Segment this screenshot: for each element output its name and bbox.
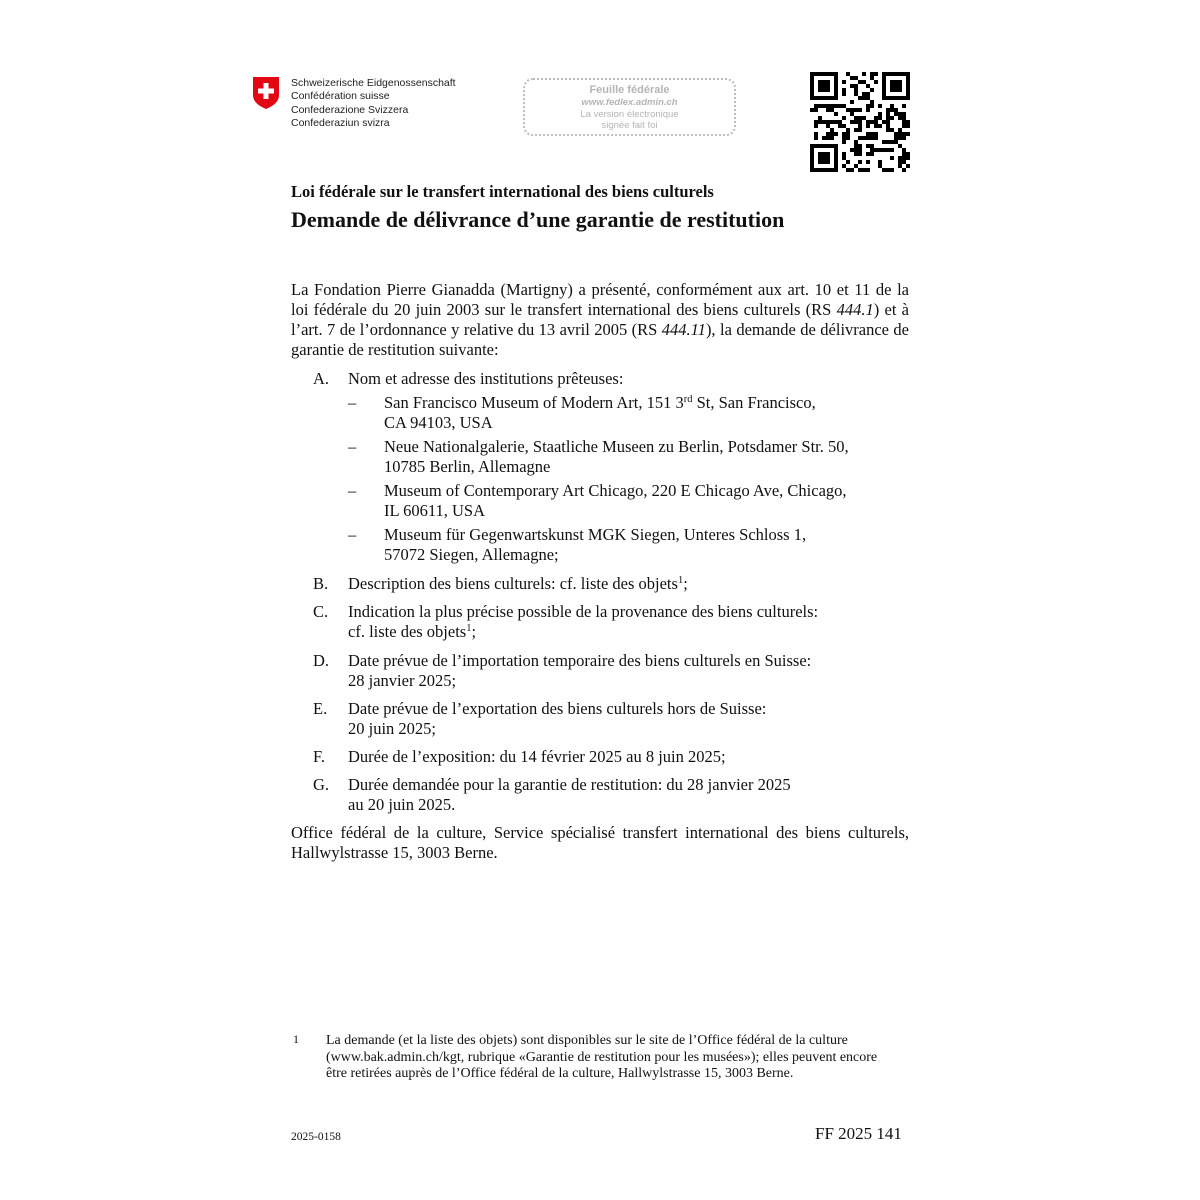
list-item-punct: ; (683, 574, 688, 593)
list-item-line1: Durée demandée pour la garantie de restitution: du 28 janvier 2025 (348, 775, 791, 794)
list-item-label: G. (313, 775, 330, 794)
list-item-label: F. (313, 747, 325, 766)
list-item-label: A. (313, 369, 330, 388)
qr-code-icon (810, 72, 910, 172)
list-item-label: B. (313, 574, 329, 593)
intro-part1: La Fondation Pierre Gianadda (Martigny) a présenté, conformément aux art. 10 et 11 de la loi fédérale du 20 juin 2003 sur le transfert international des biens culturels (RS (291, 280, 909, 319)
list-item-line2: 28 janvier 2025; (348, 671, 457, 690)
confederation-names (291, 77, 456, 131)
list-dash: – (348, 393, 357, 412)
stamp-url: www.fedlex.admin.ch (581, 97, 678, 108)
confederation-name-rm: Confederaziun svizra (291, 117, 390, 130)
lender-line1-rest: St, San Francisco, (692, 393, 816, 412)
lender-item (348, 437, 909, 477)
stamp-note-line2: signée fait foi (601, 120, 658, 131)
intro-paragraph (291, 280, 909, 360)
list-item-g (313, 775, 909, 815)
list-item-line1: Date prévue de l’importation temporaire des biens culturels en Suisse: (348, 651, 812, 670)
list-item-f (313, 747, 909, 767)
lender-line1 (384, 393, 909, 413)
page-title: Demande de délivrance d’une garantie de restitution (291, 207, 785, 232)
lender-item (348, 393, 909, 433)
intro-part2: ) et à l’art. 7 de l’ordonnance y relative du 13 avril 2005 (RS (291, 300, 909, 339)
list-dash: – (348, 481, 357, 500)
list-dash: – (348, 525, 357, 544)
list-item-e (313, 699, 909, 739)
list-item-line1: Date prévue de l’exportation des biens culturels hors de Suisse: (348, 699, 767, 718)
list-item-line2 (348, 622, 909, 642)
footnote-text: La demande (et la liste des objets) sont disponibles sur le site de l’Office fédéral de la culture (www.bak.admin.ch/kgt, rubrique «Garantie de restitution pour les musées»); elles peuvent encore être retirées auprès de l’Office fédéral de la culture, Hallwylstrasse 15, 3003 Berne. (326, 1033, 878, 1081)
intro-rs2: 444.11 (661, 320, 706, 339)
confederation-name-it: Confederazione Svizzera (291, 103, 409, 116)
lender-line2: CA 94103, USA (384, 413, 493, 432)
list-item-b (313, 574, 909, 594)
ordinal-suffix: rd (683, 394, 693, 405)
intro-part3: ), la demande de délivrance de garantie de restitution suivante: (291, 320, 909, 359)
lender-line1: Museum of Contemporary Art Chicago, 220 E Chicago Ave, Chicago, (384, 481, 847, 500)
list-item-text: Durée de l’exposition: du 14 février 2025 au 8 juin 2025; (348, 747, 726, 766)
list-item-text: Description des biens culturels: cf. liste des objets (348, 574, 678, 593)
list-item-label: D. (313, 651, 330, 670)
lender-line2: 57072 Siegen, Allemagne; (384, 545, 559, 564)
footnote-ref[interactable]: 1 (677, 575, 684, 586)
lender-item (348, 525, 909, 565)
list-item-line2-text: cf. liste des objets (348, 622, 467, 641)
swiss-flag-icon (253, 77, 279, 109)
list-item-label: C. (313, 602, 329, 621)
list-item-punct: ; (471, 622, 477, 641)
document-id: 2025-0158 (291, 1131, 341, 1143)
lender-line2: 10785 Berlin, Allemagne (384, 457, 551, 476)
list-item-line2: au 20 juin 2025. (348, 795, 456, 814)
list-item-line1: Indication la plus précise possible de la provenance des biens culturels: (348, 602, 819, 621)
list-item-d (313, 651, 909, 691)
confederation-name-de: Schweizerische Eidgenossenschaft (291, 77, 456, 89)
list-item-a (313, 369, 909, 389)
stamp-title: Feuille fédérale (589, 84, 670, 96)
footnote-number: 1 (293, 1032, 299, 1046)
lender-line1: Neue Nationalgalerie, Staatliche Museen zu Berlin, Potsdamer Str. 50, (384, 437, 849, 456)
lender-line2: IL 60611, USA (384, 501, 485, 520)
lender-line1: Museum für Gegenwartskunst MGK Siegen, Unteres Schloss 1, (384, 525, 807, 544)
list-item-line2: 20 juin 2025; (348, 719, 437, 738)
official-stamp (523, 78, 736, 136)
list-item-text: Nom et adresse des institutions prêteuses: (348, 369, 624, 388)
lender-item (348, 481, 909, 521)
closing-paragraph: Office fédéral de la culture, Service spécialisé transfert international des biens culturels, Hallwylstrasse 15, 3003 Berne. (291, 823, 909, 862)
confederation-name-fr: Confédération suisse (291, 90, 390, 103)
intro-rs1: 444.1 (836, 300, 874, 319)
stamp-note-line1: La version électronique (580, 109, 679, 120)
list-item-label: E. (313, 699, 328, 718)
footnote-ref[interactable]: 1 (466, 623, 472, 634)
list-item-c (313, 602, 909, 642)
list-dash: – (348, 437, 357, 456)
ff-reference: FF 2025 141 (815, 1124, 902, 1143)
law-title: Loi fédérale sur le transfert international des biens culturels (291, 182, 714, 201)
lender-line1-text: San Francisco Museum of Modern Art, 151 3 (384, 393, 684, 412)
